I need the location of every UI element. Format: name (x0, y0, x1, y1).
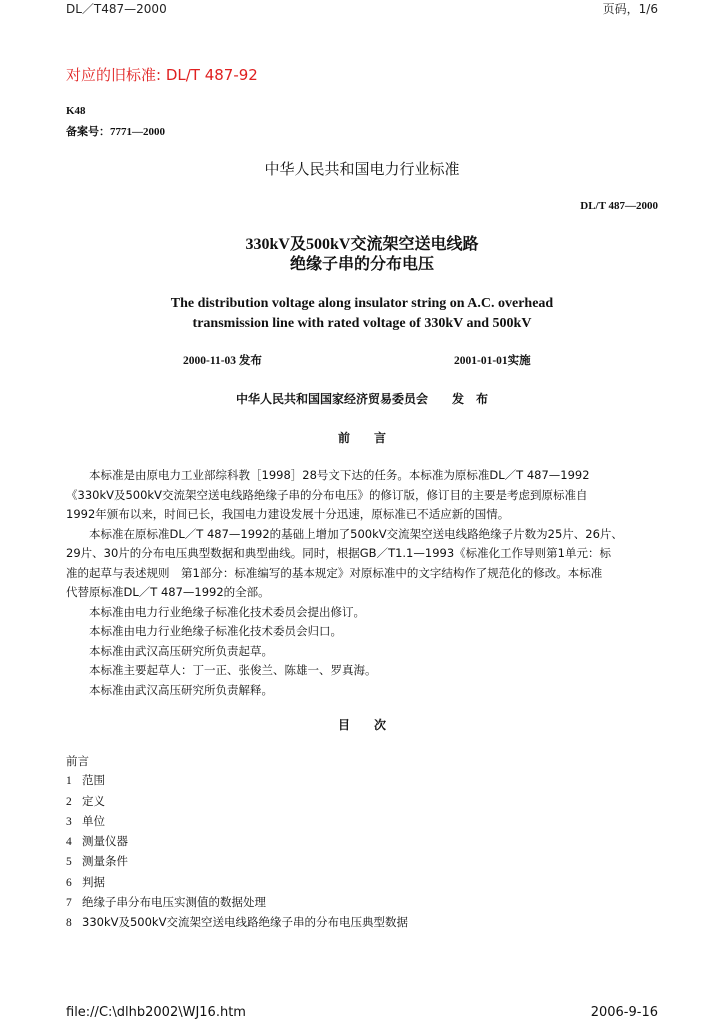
footer-date: 2006-9-16 (590, 1005, 658, 1020)
foreword-line: 本标准在原标准DL／T 487—1992的基础上增加了500kV交流架空送电线路绝缘子片数为25片、26片、 (66, 526, 623, 541)
record-number: 备案号：7771—2000 (66, 126, 165, 138)
foreword-line: 本标准由武汉高压研究所负责解释。 (66, 682, 273, 697)
toc-item[interactable]: 6 判据 (66, 874, 105, 889)
foreword-line: 本标准由武汉高压研究所负责起草。 (66, 643, 273, 658)
implement-date: 2001-01-01实施 (454, 355, 531, 367)
title-cn-line-1: 330kV及500kV交流架空送电线路 (245, 236, 479, 253)
toc-item[interactable]: 1 范围 (66, 773, 105, 788)
foreword-line: 本标准是由原电力工业部综科教［1998］28号文下达的任务。本标准为原标准DL／T 487—1992 (66, 468, 590, 482)
toc-item[interactable]: 7 绝缘子串分布电压实测值的数据处理 (66, 895, 266, 910)
foreword-line: 本标准主要起草人：丁一正、张俊兰、陈雄一、罗真海。 (66, 663, 377, 677)
title-cn-line-2: 绝缘子串的分布电压 (289, 256, 434, 273)
foreword-body (66, 466, 662, 700)
industry-standard-title: 中华人民共和国电力行业标准 (264, 160, 460, 178)
standard-number: DL/T 487—2000 (580, 200, 658, 212)
issue-date: 2000-11-03 发布 (183, 355, 262, 367)
toc-item[interactable]: 3 单位 (66, 813, 105, 828)
foreword-line: 1992年颁布以来，时间已长，我国电力建设发展十分迅速，原标准已不适应新的国情。 (66, 507, 510, 521)
toc-item[interactable]: 8 330kV及500kV交流架空送电线路绝缘子串的分布电压典型数据 (66, 915, 408, 930)
classification-code: K48 (66, 105, 86, 117)
foreword-heading: 前 言 (337, 431, 386, 445)
footer-file-path: file://C:\dlhb2002\WJ16.htm (66, 1005, 246, 1020)
toc-item[interactable]: 5 测量条件 (66, 854, 128, 869)
toc-item-foreword[interactable]: 前言 (66, 754, 89, 768)
toc-item[interactable]: 2 定义 (66, 793, 105, 808)
page-header-page-number: 页码，1/6 (602, 2, 658, 16)
old-standard-note: 对应的旧标准: DL/T 487-92 (66, 66, 258, 84)
foreword-line: 准的起草与表述规则 第1部分：标准编写的基本规定》对原标准中的文字结构作了规范化的修改。本标准 (66, 565, 603, 580)
table-of-contents (66, 752, 408, 934)
title-en-line-1: The distribution voltage along insulator string on A.C. overhead (170, 296, 554, 311)
page-header-doc-id: DL／T487—2000 (66, 2, 167, 16)
foreword-line: 本标准由电力行业绝缘子标准化技术委员会归口。 (66, 624, 342, 638)
issuer: 中华人民共和国国家经济贸易委员会 发 布 (235, 392, 488, 406)
foreword-line: 《330kV及500kV交流架空送电线路绝缘子串的分布电压》的修订版，修订目的主要是考虑到原标准自 (66, 487, 588, 502)
toc-item[interactable]: 4 测量仪器 (66, 834, 128, 849)
foreword-line: 本标准由电力行业绝缘子标准化技术委员会提出修订。 (66, 604, 365, 619)
title-en-line-2: transmission line with rated voltage of 330kV and 500kV (192, 316, 532, 331)
foreword-line: 代替原标准DL／T 487—1992的全部。 (66, 585, 270, 599)
foreword-line: 29片、30片的分布电压典型数据和典型曲线。同时，根据GB／T1.1—1993《标准化工作导则第1单元：标 (66, 546, 611, 560)
toc-heading: 目 次 (337, 718, 386, 732)
